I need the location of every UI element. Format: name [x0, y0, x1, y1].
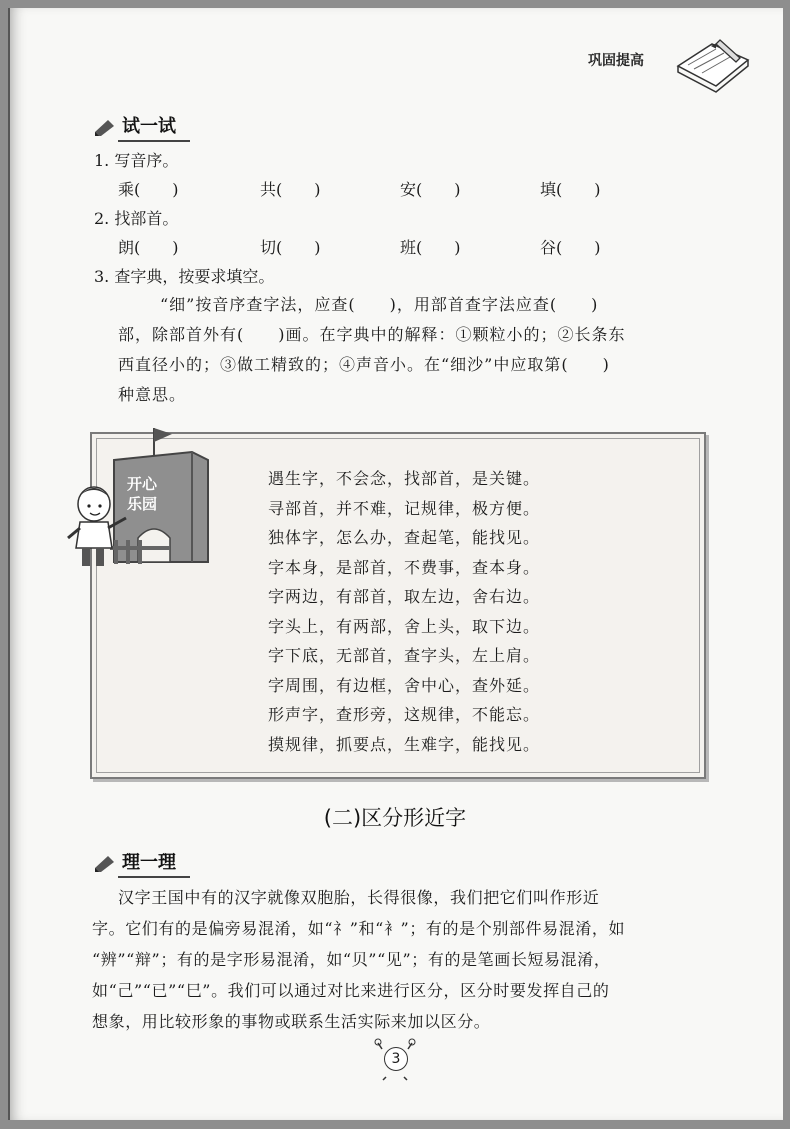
q3-line: “细”按音序查字法，应查( )，用部首查字法应查( ) [160, 295, 599, 314]
section-heading-text: 理一理 [118, 848, 190, 878]
q3-line: 种意思。 [118, 385, 187, 404]
poem-line: 字下底，无部首，查字头，左上肩。 [268, 646, 541, 665]
q3-line: 部，除部首外有( )画。在字典中的解释：①颗粒小的；②长条东 [118, 325, 626, 344]
q1-item: 安( ) [400, 180, 461, 199]
paragraph-line: 想象，用比较形象的事物或联系生活实际来加以区分。 [92, 1012, 491, 1031]
notebook-pencil-icon [672, 36, 752, 98]
poem-line: 字本身，是部首，不费事，查本身。 [268, 557, 541, 577]
poem-line: 遇生字，不会念，找部首，是关键。 [268, 469, 541, 488]
poem-line: 独体字，怎么办，查起笔，能找见。 [268, 528, 541, 547]
q3-title: 3. 查字典，按要求填空。 [94, 267, 275, 286]
poem [268, 464, 540, 759]
q2-title: 2. 找部首。 [94, 209, 179, 228]
poem-line: 寻部首，并不难，记规律，极方便。 [268, 498, 541, 518]
header-label: 巩固提高 [588, 53, 644, 69]
paragraph-line: 汉字王国中有的汉字就像双胞胎，长得很像，我们把它们叫作形近 [118, 888, 600, 907]
poem-line: 形声字，查形旁，这规律，不能忘。 [268, 705, 541, 724]
section-heading-sort [92, 848, 190, 878]
q1-title: 1. 写音序。 [94, 151, 179, 170]
q2-item: 切( ) [260, 238, 321, 257]
q1-item: 共( ) [260, 180, 321, 199]
poem-line: 字两边，有部首，取左边，舍右边。 [268, 587, 541, 606]
explanation-paragraph [92, 882, 714, 1037]
q2-item: 朗( ) [118, 238, 179, 257]
pencil-icon [92, 853, 118, 873]
poem-line: 字周围，有边框，舍中心，查外延。 [268, 675, 541, 695]
paragraph-line: 如“己”“已”“巳”。我们可以通过对比来进行区分，区分时要发挥自己的 [92, 981, 610, 1000]
poem-line: 摸规律，抓要点，生难字，能找见。 [268, 734, 541, 754]
q1-item: 乘( ) [118, 180, 179, 199]
section-heading-try [92, 112, 190, 142]
section-title: (二)区分形近字 [323, 806, 467, 830]
page-number: 3 [384, 1047, 408, 1071]
park-sign [127, 474, 157, 514]
paragraph-line: “辨”“辩”；有的是字形易混淆，如“贝”“见”；有的是笔画长短易混淆， [92, 950, 611, 969]
q2-item: 班( ) [400, 238, 461, 257]
q3-line: 西直径小的；③做工精致的；④声音小。在“细沙”中应取第( ) [118, 355, 610, 374]
pencil-icon [92, 117, 118, 137]
q2-item: 谷( ) [540, 238, 601, 257]
section-heading-text: 试一试 [118, 112, 190, 142]
poem-line: 字头上，有两部，舍上头，取下边。 [268, 616, 541, 636]
park-sign-line2: 乐园 [127, 495, 158, 513]
q1-item: 填( ) [540, 180, 601, 199]
paragraph-line: 字。它们有的是偏旁易混淆，如“礻”和“衤”；有的是个别部件易混淆，如 [92, 919, 626, 938]
park-sign-line1: 开心 [127, 475, 158, 493]
